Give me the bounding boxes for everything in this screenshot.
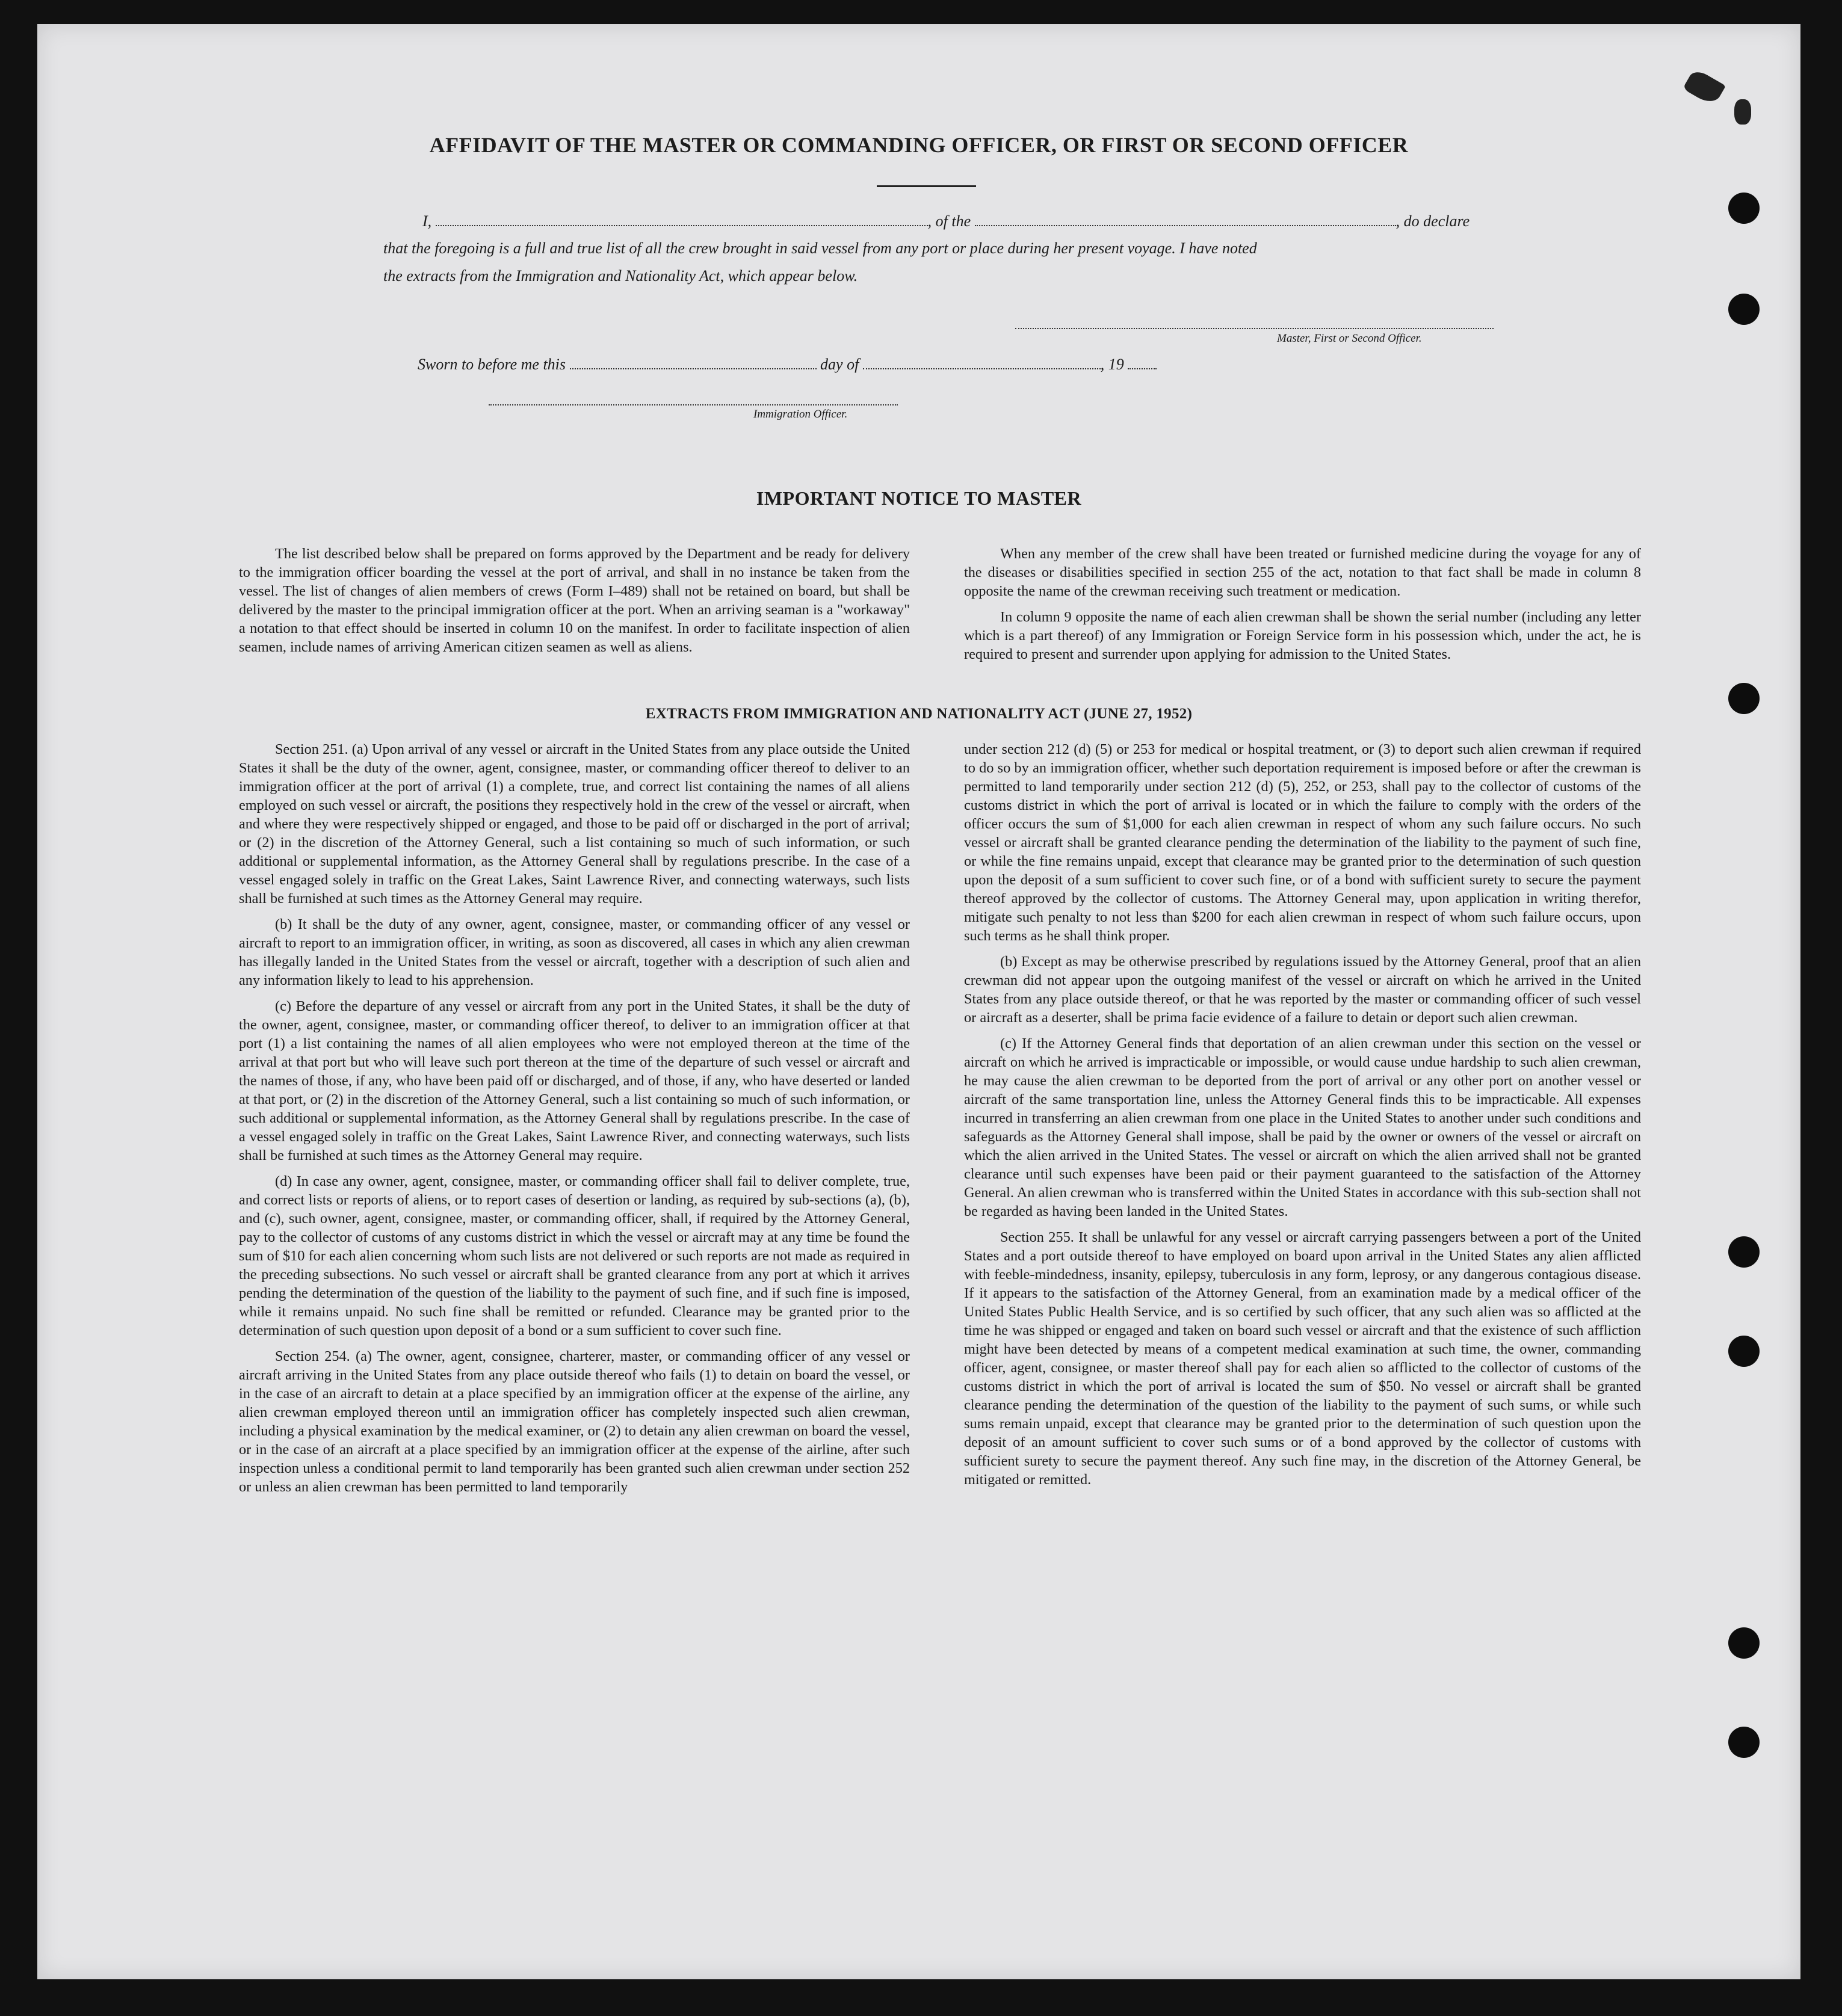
extracts-title: EXTRACTS FROM IMMIGRATION AND NATIONALITY ACT (JUNE 27, 1952): [645, 706, 1193, 722]
torn-corner-mark: [1734, 99, 1751, 125]
day-of-label: day of: [820, 356, 859, 373]
notice-title: IMPORTANT NOTICE TO MASTER: [756, 487, 1082, 509]
affidavit-title: AFFIDAVIT OF THE MASTER OR COMMANDING OFFICER, OR FIRST OR SECOND OFFICER: [429, 133, 1409, 157]
statute-paragraph: (c) Before the departure of any vessel or aircraft from any port in the United States, it shall be the duty of the owner, agent, consignee, master, or commanding officer thereof, to deliver to an immigration officer at that port (1) a list containing the names of all alien employees who were not employed thereon at the time of the arrival at that port but who will leave such port thereon at the time of the departure of such vessel or aircraft and the names of those, if any, who have been paid off or discharged, and of those, if any, who have deserted or landed at that port, or (2) in the discretion of the Attorney General, such a list containing so much of such information, or such additional or supplemental information, as the Attorney General shall by regulations prescribe. In the case of a vessel engaged solely in traffic on the Great Lakes, Saint Lawrence River, and connecting waterways, such lists shall be furnished at such times as the Attorney General may require.: [239, 998, 910, 1164]
affidavit-declaration-line: [422, 212, 1470, 230]
punch-hole: [1728, 294, 1760, 325]
notice-right-paragraph: In column 9 opposite the name of each alien crewman shall be shown the serial number (including any letter which is a part thereof) of any Immigration or Foreign Service form in his possession which, under the act, he is required to present and surrender upon applying for admission to the United States.: [964, 609, 1641, 662]
statute-paragraph: under section 212 (d) (5) or 253 for medical or hospital treatment, or (3) to deport such alien crewman if required to do so by an immigration officer, whether such deportation requirement is imposed before or after the crewman is permitted to land temporarily under section 212 (d) (5), 252, or 253, shall pay to the collector of customs of the customs district in which the port of arrival is located or in which the failure to comply with the orders of the officer occurs the sum of $1,000 for each alien crewman in respect of whom any such failure occurs. No such vessel or aircraft shall be granted clearance pending the determination of the liability to the payment of such fine, or while the fine remains unpaid, except that clearance may be granted prior to the determination of such question upon the deposit of a sum sufficient to cover such fine, or of a bond with sufficient surety to secure the payment thereof approved by the collector of customs. The Attorney General may, upon application in writing therefor, mitigate such penalty to not less than $200 for each alien crewman in respect of whom such failure occurs, upon such terms as he shall think proper.: [964, 741, 1641, 944]
torn-corner-mark: [1683, 68, 1726, 107]
master-signature-caption: Master, First or Second Officer.: [1277, 332, 1422, 345]
notice-right-paragraph: When any member of the crew shall have been treated or furnished medicine during the voyage for any of the diseases or disabilities specified in section 255 of the act, notation to that fact shall be made in column 8 opposite the name of the crewman receiving such treatment or medication.: [964, 546, 1641, 599]
punch-hole: [1728, 1627, 1760, 1659]
notice-right-column: [964, 544, 1641, 671]
of-the-label: , of the: [927, 212, 971, 230]
name-blank: [436, 212, 928, 226]
month-blank: [863, 355, 1101, 369]
statute-paragraph: Section 255. It shall be unlawful for any vessel or aircraft carrying passengers between a port of the United States and a port outside thereof to have employed on board upon arrival in the United States any alien afflicted with feeble-mindedness, insanity, epilepsy, tuberculosis in any form, leprosy, or any dangerous contagious disease. If it appears to the satisfaction of the Attorney General, from an examination made by a medical officer of the United States Public Health Service, and is so certified by such officer, that any such alien was so afflicted at the time he was shipped or engaged and taken on board such vessel or aircraft and that the existence of such affliction might have been detected by means of a competent medical examination at such time, the owner, commanding officer, agent, consignee, or master thereof shall pay for each alien so afflicted to the collector of customs of the customs district in which the port of arrival is located the sum of $50. No vessel or aircraft shall be granted clearance pending the determination of the question of the liability to the payment of such sums, or while such sums remain unpaid, except that clearance may be granted prior to the determination of such question upon the deposit of an amount sufficient to cover such sums or of a bond approved by the collector of customs with sufficient surety to secure the payment thereof. Any such fine may, in the discretion of the Attorney General, be mitigated or remitted.: [964, 1229, 1641, 1488]
statute-paragraph: Section 254. (a) The owner, agent, consignee, charterer, master, or commanding officer of any vessel or aircraft arriving in the United States from any place outside thereof who fails (1) to detain on board the vessel, or in the case of an aircraft to detain at a place specified by an immigration officer at the expense of the airline, any alien crewman employed thereon until an immigration officer has completely inspected such alien crewman, including a physical examination by the medical examiner, or (2) to detain any alien crewman on board the vessel, or in the case of an aircraft at a place specified by an immigration officer at the expense of the airline, after such inspection unless a conditional permit to land temporarily has been granted such alien crewman under section 252 or unless an alien crewman has been permitted to land temporarily: [239, 1348, 910, 1495]
day-blank: [570, 355, 817, 369]
extracts-right-column: [964, 740, 1641, 1496]
year-blank: [1128, 355, 1157, 369]
officer-signature-caption: Immigration Officer.: [753, 408, 848, 421]
statute-paragraph: (c) If the Attorney General finds that deportation of an alien crewman under this section on the vessel or aircraft on which he arrived is impracticable or impossible, or would cause undue hardship to such alien crewman, he may cause the alien crewman to be deported from the port of arrival or any other port on another vessel or aircraft of the same transportation line, unless the Attorney General finds this to be impracticable. All expenses incurred in transferring an alien crewman from one place in the United States to another under such conditions and safeguards as the Attorney General shall impose, shall be paid by the owner or owners of the vessel or aircraft on which the alien arrived in the United States. The vessel or aircraft on which the alien arrived shall not be granted clearance until such expenses have been paid or their payment guaranteed to the satisfaction of the Attorney General. An alien crewman who is transferred within the United States in accordance with this sub-section shall not be regarded as having been landed in the United States.: [964, 1035, 1641, 1219]
year-label: , 19: [1100, 356, 1124, 373]
statute-paragraph: (b) Except as may be otherwise prescribed by regulations issued by the Attorney General, proof that an alien crewman did not appear upon the outgoing manifest of the vessel or aircraft on which he arrived in the United States from any place outside thereof, or that he was reported by the master or commanding officer of such vessel or aircraft as a deserter, shall be prima facie evidence of a failure to detain or deport such alien crewman.: [964, 954, 1641, 1026]
document-page: [37, 24, 1800, 1979]
declaration-text-line-2: the extracts from the Immigration and Nationality Act, which appear below.: [383, 267, 858, 285]
vessel-name-blank: [975, 212, 1396, 226]
statute-paragraph: Section 251. (a) Upon arrival of any vessel or aircraft in the United States from any place outside the United States it shall be the duty of the owner, agent, consignee, master, or commanding officer thereof to deliver to an immigration officer at the port of arrival (1) a complete, true, and correct list containing the names of all aliens employed on such vessel or aircraft, the positions they respectively hold in the crew of the vessel or aircraft, when and where they were respectively shipped or engaged, and those to be paid off or discharged in the port of arrival; or (2) in the discretion of the Attorney General, such a list containing so much of such information, or such additional or supplemental information, as the Attorney General shall by regulations prescribe. In the case of a vessel engaged solely in traffic on the Great Lakes, Saint Lawrence River, and connecting waterways, such lists shall be furnished at such times as the Attorney General may require.: [239, 741, 910, 907]
statute-paragraph: (b) It shall be the duty of any owner, agent, consignee, master, or commanding officer of any vessel or aircraft to report to an immigration officer, in writing, as soon as discovered, all cases in which any alien crewman has illegally landed in the United States from the vessel or aircraft, together with a description of such alien and any information likely to lead to his apprehension.: [239, 916, 910, 988]
declaration-text-line-1: that the foregoing is a full and true list of all the crew brought in said vessel from any port or place during her present voyage. I have noted: [383, 239, 1257, 257]
notice-left-paragraph: The list described below shall be prepared on forms approved by the Department and be ready for delivery to the immigration officer boarding the vessel at the port of arrival, and shall in no instance be taken from the vessel. The list of changes of alien members of crews (Form I–489) shall not be retained on board, but shall be delivered by the master to the principal immigration officer at the port. When an arriving seaman is a "workaway" a notation to that effect should be inserted in column 10 on the manifest. In order to facilitate inspection of alien seamen, include names of arriving American citizen seamen as well as aliens.: [239, 546, 910, 655]
punch-hole: [1728, 1236, 1760, 1268]
do-declare-label: , do declare: [1395, 212, 1470, 230]
punch-hole: [1728, 1336, 1760, 1367]
statute-paragraph: (d) In case any owner, agent, consignee, master, or commanding officer shall fail to deliver complete, true, and correct lists or reports of aliens, or to report cases of desertion or landing, as required by sub-sections (a), (b), and (c), such owner, agent, consignee, master, or commanding officer, shall, if required by the Attorney General, pay to the collector of customs of any customs district in which the vessel or aircraft may at any time be found the sum of $10 for each alien concerning whom such lists are not delivered or such reports are not made as required in the preceding subsections. No such vessel or aircraft shall be granted clearance from any port at which it arrives pending the determination of the question of the liability to the payment of such fine, and if such fine is imposed, while it remains unpaid. No such fine shall be remitted or refunded. Clearance may be granted prior to the determination of such question upon deposit of a bond or a sum sufficient to cover such fine.: [239, 1173, 910, 1339]
sworn-label: Sworn to before me this: [418, 356, 566, 373]
master-signature-line: [1015, 328, 1494, 329]
extracts-left-column: [239, 740, 910, 1503]
punch-hole: [1728, 1727, 1760, 1758]
notice-left-column: [239, 544, 910, 664]
i-label: I,: [422, 212, 432, 230]
punch-hole: [1728, 193, 1760, 224]
officer-signature-line: [489, 404, 898, 405]
title-divider: [877, 185, 976, 187]
sworn-line: [418, 355, 1157, 374]
